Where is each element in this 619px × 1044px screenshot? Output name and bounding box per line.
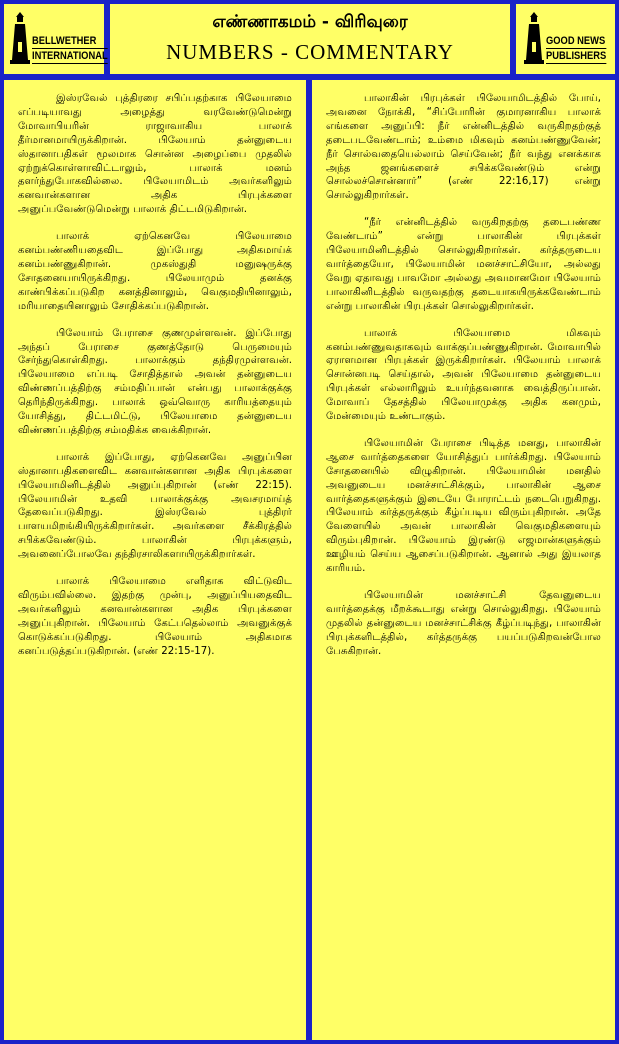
paragraph: பிலேயாம் பேராசை குணமுள்ளவன். இப்போது அந்தப் பேராசை குணத்தோடு பெருமையும் சேர்ந்துகொள்கிறது. பாலாக்கும் தந்திரமுள்ளவன். பிலேயாமை எப்படி சோதித்தால் அவன் தன்னுடைய விண்ணப்பத்திற்கு சம்மதிப்பான் என்பது பாலாக்குக்கு தெரிந்திருக்கிறது. பாலாக் ஒவ்வொரு காரியத்தையும் யோசித்து, திட்டமிட்டு, பிலேயாமை தன்னுடைய விண்ணப்பத்திற்கு சம்மதிக்க வைக்கிறான். <box>18 327 292 436</box>
paragraph: “நீர் என்னிடத்தில் வருகிறதற்கு தடைபண்ண வேண்டாம்” என்று பாலாகின் பிரபுக்கள் பிலேயாமினிடத்தில் சொல்லுகிறார்கள். கர்த்தருடைய வார்த்தையோ, பிலேயாமின் மனச்சாட்சியோ, அல்லது வேறு ஏதாவது பாவமோ அல்லது அவமானமோ பிலேயாம் பாலாகினிடத்தில் வருவதற்கு தடையாகயிருக்கவேண்டாம் என்று பாலாகின் பிரபுக்கள் சொல்லுகிறார்கள். <box>326 217 601 312</box>
title-english: NUMBERS - COMMENTARY <box>166 40 454 64</box>
title-banner <box>110 4 510 74</box>
logo-bellwether <box>4 4 108 74</box>
paragraph: பாலாக் பிலேயாமை எளிதாக விட்டுவிட விரும்பவில்லை. இதற்கு முன்பு, அனுப்பியதைவிட அவர்களிலும் கனவான்களான அதிக பிரபுக்களை அனுப்புகிறான். பிலேயாம் கேட்பதெல்லாம் அவனுக்குக் கொடுக்கப்படுகிறது. பிலேயாம் அதிகமாக கனப்படுத்தப்படுகிறான். (எண் 22:15-17). <box>18 576 292 657</box>
logo-left-line2: INTERNATIONAL <box>32 50 108 62</box>
paragraph: பாலாக் ஏற்கெனவே பிலேயாமை கனம்பண்ணியதைவிட இப்போது அதிகமாய்க் கனம்பண்ணுகிறான். முகஸ்துதி மனுஷருக்கு சோதனையாயிருக்கிறது. பிலேயாமும் தனக்கு காண்பிக்கப்படுகிற கனத்தினாலும், வெகுமதியினாலும், மரியாதையினாலும் சோதிக்கப்படுகிறான். <box>18 231 292 312</box>
tower-icon <box>10 12 30 64</box>
paragraph: பிலேயாமின் மனச்சாட்சி தேவனுடைய வார்த்தைக்கு மீறக்கூடாது என்று சொல்லுகிறது. பிலேயாம் முதலில் தன்னுடைய மனச்சாட்சிக்கு கீழ்ப்படிந்து, பாலாகின் பிரபுக்களிடத்தில், கர்த்தருக்கு பயப்படுகிறவன்போல பேசுகிறான். <box>326 590 601 657</box>
paragraph: பாலாகின் பிரபுக்கள் பிலேயாமிடத்தில் போய், அவனை நோக்கி, “சிப்போரின் குமாரனாகிய பாலாக் எங்களை அனுப்பி: நீர் என்னிடத்தில் வருகிறதற்குத் தடைபடவேண்டாம்; உம்மை மிகவும் கனம்பண்ணுவேன்; நீர் சொல்வதையெல்லாம் செய்வேன்; நீர் வந்து எனக்காக அந்த ஜனங்களைச் சபிக்கவேண்டும் என்று சொல்லச்சொன்னார்” (எண் 22:16,17) என்று சொல்லுகிறார்கள். <box>326 93 601 202</box>
logo-good-news <box>516 4 615 74</box>
title-tamil: எண்ணாகமம் - விரிவுரை <box>212 12 408 32</box>
paragraph: பாலாக் பிலேயாமை மிகவும் கனம்பண்ணுவதாகவும் வாக்குப்பண்ணுகிறான். மோவாபில் ஏராளமான பிரபுக்கள் இருக்கிறார்கள். பிலேயாம் பாலாக் சொன்னபடி செய்தால், அவன் பிலேயாமை தன்னுடைய பிரபுக்கள் எல்லாரிலும் உயர்ந்தவனாக வைத்திருப்பான். மோவாப் தேசத்தில் பிலேயாமுக்கு அதிக கனமும், மேன்மையும் உண்டாகும். <box>326 327 601 423</box>
paragraph: இஸ்ரவேல் புத்திரரை சபிப்பதற்காக பிலேயாமை எப்படியாவது அழைத்து வரவேண்டுமென்று மோவாபியரின் ராஜாவாகிய பாலாக் தீர்மானமாயிருக்கிறான். பிலேயாம் தன்னுடைய ஸ்தானாபதிகள் மூலமாக சொன்ன அழைப்பை முதலில் ஏற்றுக்கொள்ளாவிட்டாலும், பாலாக் மனம் தளர்ந்துபோகவில்லை. பிலேயாமிடம் அவர்களிலும் கனவான்களான அதிக பிரபுக்களை அனுப்பவேண்டுமென்று பாலாக் திட்டமிடுகிறான். <box>18 93 292 216</box>
paragraph: பிலேயாமின் பேராசை பிடித்த மனது, பாலாகின் ஆசை வார்த்தைகளை யோசித்துப் பார்க்கிறது. பிலேயாம் சோதனையில் விழுகிறான். பிலேயாமின் மனதில் அவனுடைய மனச்சாட்சிக்கும், பாலாகின் ஆசை வார்த்தைகளுக்கும் இடையே போராட்டம் நடைபெறுகிறது. பிலேயாம் கர்த்தருக்கும் கீழ்ப்படிய விரும்புகிறான். அதே வேளையில் அவன் பாலாகின் வெகுமதிகளையும் விரும்புகிறான். பிலேயாம் இரண்டு எஜமான்களுக்கும் ஊழியம் செய்ய ஆசைப்படுகிறான். ஆனால் அது இயலாத காரியம். <box>326 437 601 575</box>
logo-left-line1: BELLWETHER <box>32 34 108 49</box>
logo-right-line2: PUBLISHERS <box>546 50 607 62</box>
column-right <box>312 80 615 1040</box>
paragraph: பாலாக் இப்போது, ஏற்கெனவே அனுப்பின ஸ்தானாபதிகளைவிட கனவான்களான அதிக பிரபுக்களை பிலேயாமினிடத்தில் அனுப்புகிறான் (எண் 22:15). பிலேயாமின் உதவி பாலாக்குக்கு அவசரமாய்த் தேவைப்படுகிறது. இஸ்ரவேல் புத்திரர் பாளயமிறங்கியிருக்கிறார்கள். அவர்களை சீக்கிரத்தில் சபிக்கவேண்டும். பாலாகின் பிரபுக்களும், அவனைப்போலவே தந்திரசாலிகளாயிருக்கிறார்கள். <box>18 451 292 561</box>
tower-icon <box>524 12 544 64</box>
logo-right-line1: GOOD NEWS <box>546 35 606 47</box>
column-left <box>4 80 306 1040</box>
